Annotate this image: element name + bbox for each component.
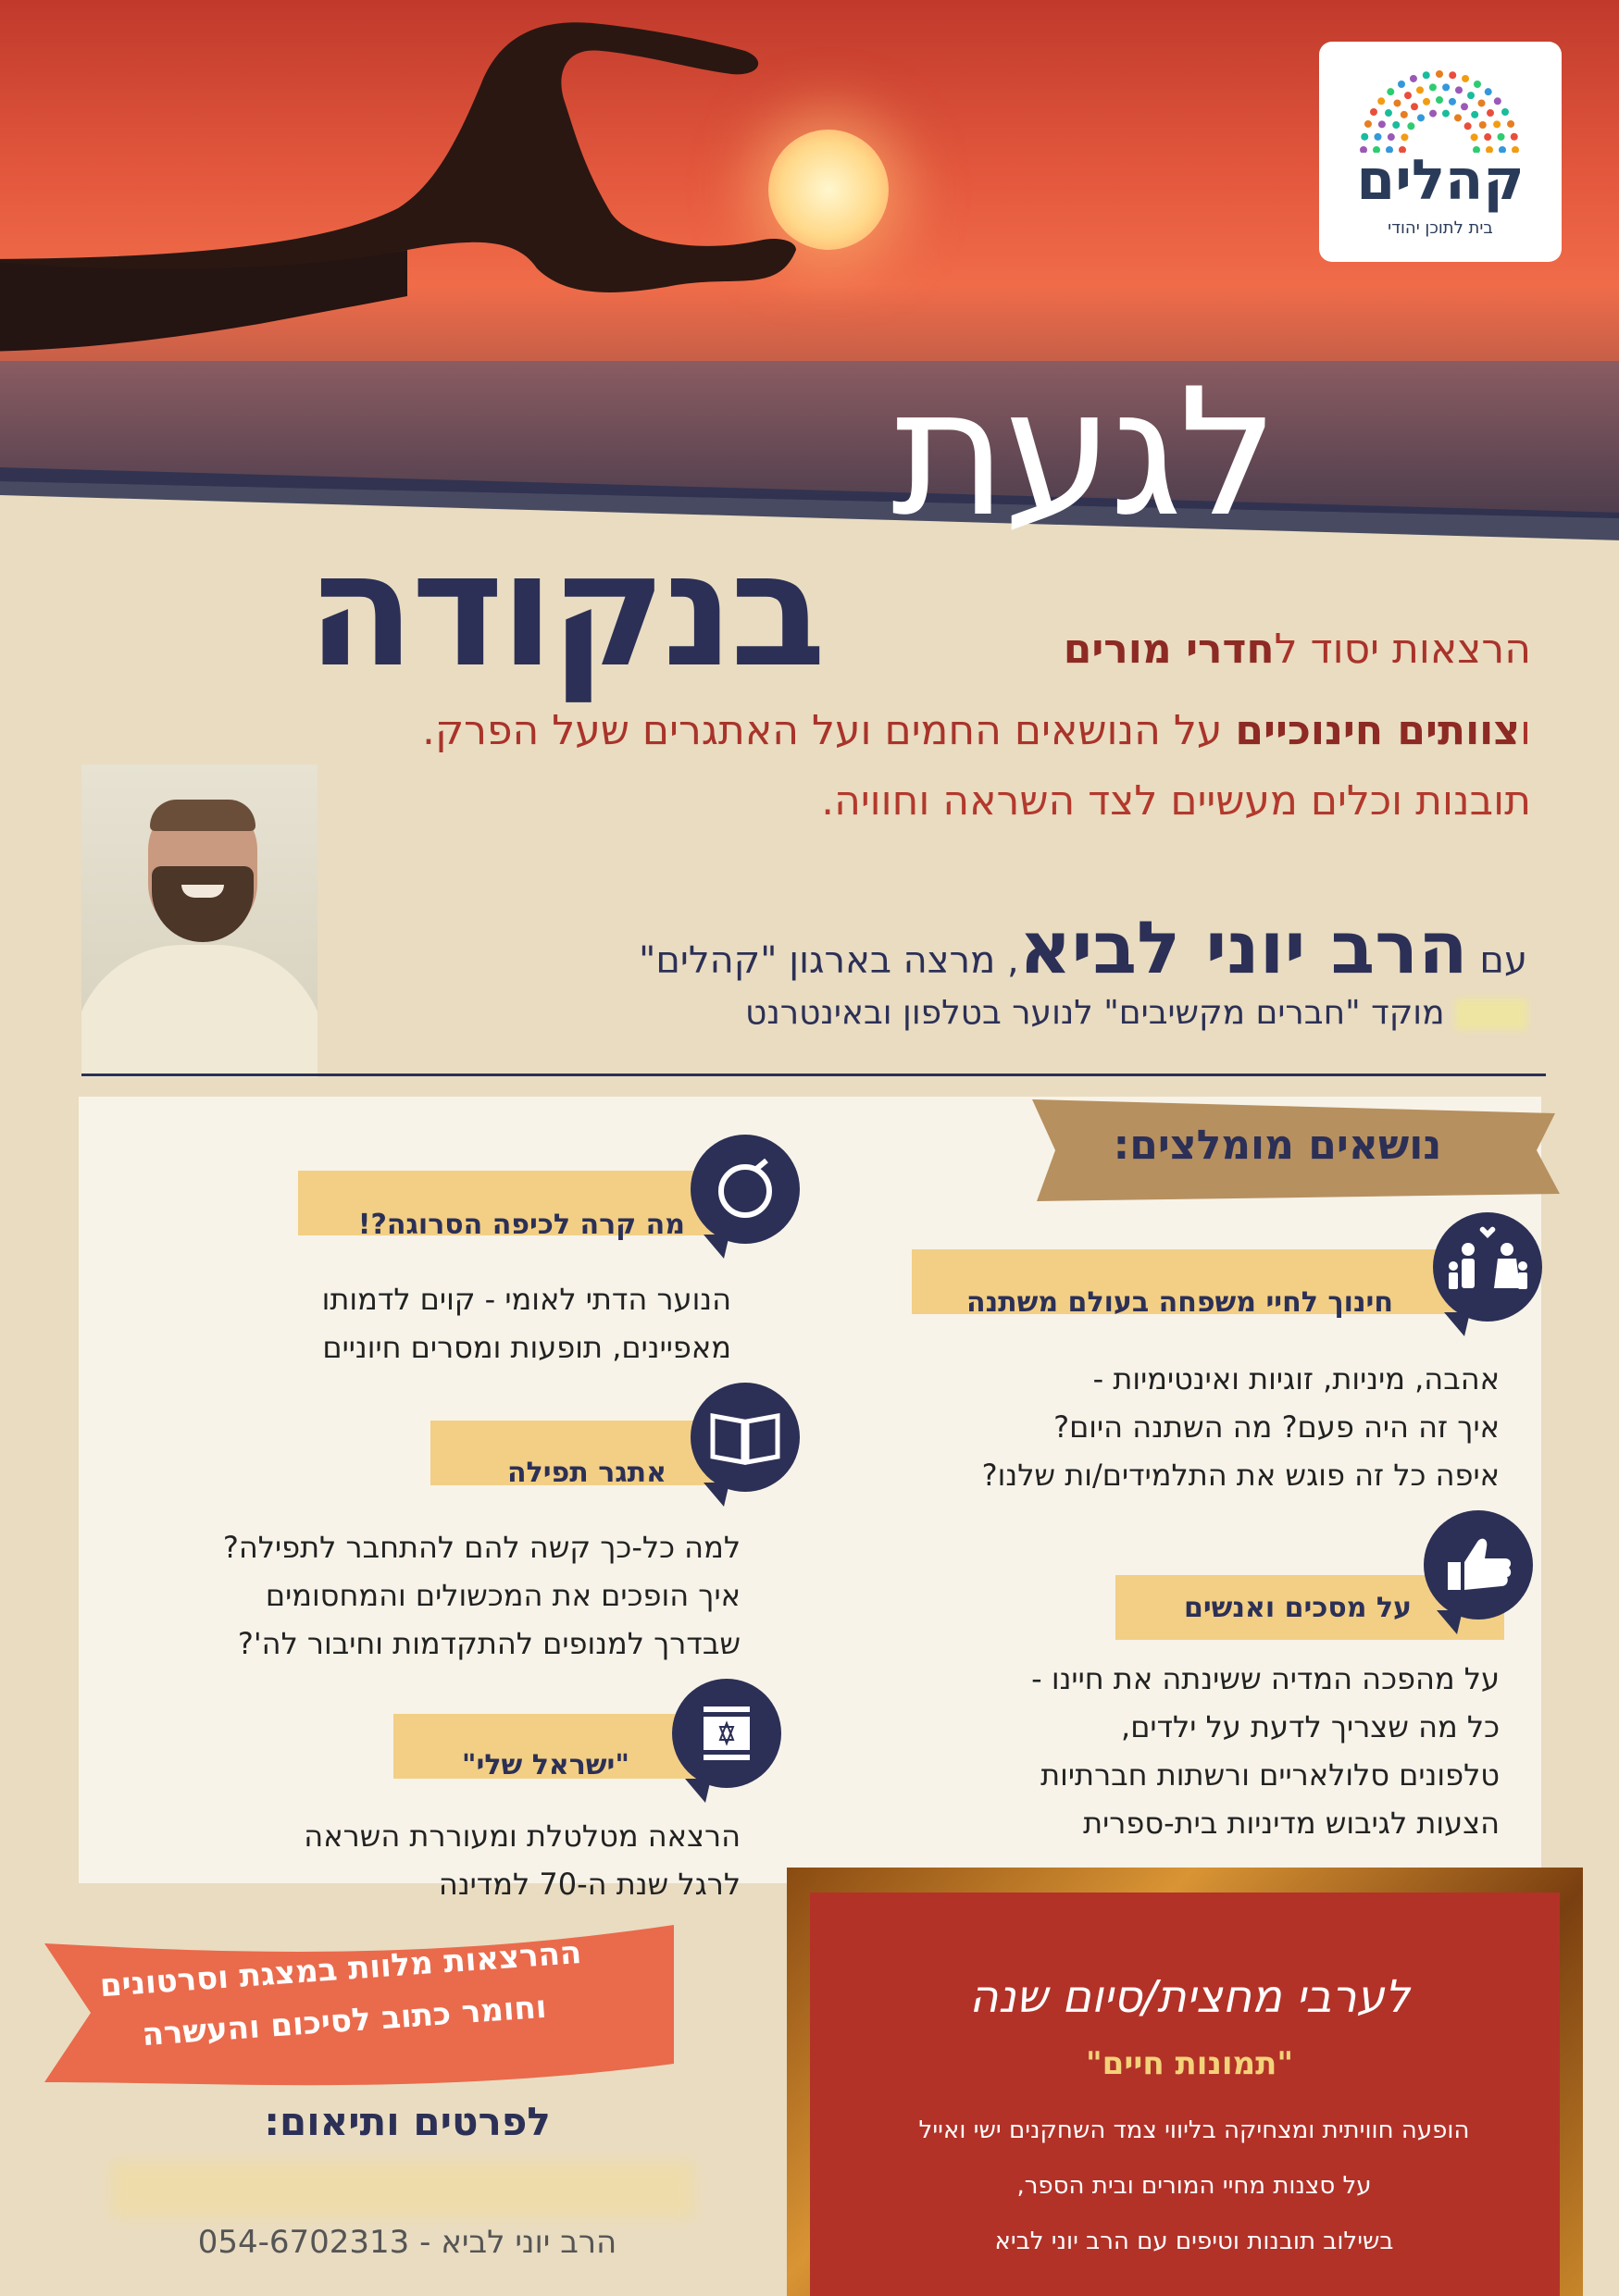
frame-title: לערבי מחצית/סיום שנה [969, 1971, 1410, 2023]
frame-line: הופעה חוויתית ומצחיקה בליווי צמד השחקנים ישי ואייל [918, 2116, 1470, 2144]
logo-dot [1393, 99, 1401, 106]
topic-title: "ישראל שלי" [461, 1749, 629, 1781]
speaker-org: מוקד "חברים מקשיבים" לנוער בטלפון ובאינטרנט [745, 994, 1445, 1032]
intro-line1 [1064, 622, 1531, 677]
logo-dot [1361, 133, 1368, 141]
logo-dot [1410, 75, 1417, 82]
topic-desc-line: טלפונים סלולאריים ורשתות חברתיות [1040, 1757, 1500, 1793]
logo-dot [1436, 70, 1443, 78]
logo-name: קהלים [1356, 148, 1525, 213]
contact-phone[interactable]: הרב יוני לביא - 054-6702313 [197, 2224, 617, 2261]
logo-dot [1392, 121, 1400, 129]
logo-dot [1429, 83, 1437, 91]
logo-dot [1429, 110, 1437, 118]
logo-dot [1442, 83, 1450, 91]
topic-desc-line: למה כל-כך קשה להם להתחבר לתפילה? [222, 1530, 741, 1565]
topic-desc-line: הרצאה מטלטלת ומעוררת השראה [304, 1818, 741, 1854]
logo-dot [1501, 108, 1509, 116]
intro-text: הרצאות יסוד ל [1274, 626, 1531, 673]
topic-desc-line: לרגל שנת ה-70 למדינה [438, 1867, 741, 1902]
title-line1: לגעת [890, 351, 1276, 555]
topic-title: על מסכים ואנשים [1183, 1592, 1412, 1624]
logo-dot [1455, 86, 1463, 93]
smile [181, 885, 224, 898]
logo-dot [1449, 71, 1456, 79]
speaker-photo [81, 764, 318, 1077]
topic-desc [130, 1812, 741, 1908]
divider-line [81, 1074, 1546, 1076]
speaker-role: , מרצה בארגון "קהלים" [638, 939, 1019, 982]
recommended-label: נושאים מומלצים: [1113, 1122, 1442, 1169]
speaker-line2 [745, 994, 1527, 1032]
redacted-contact [111, 2161, 694, 2218]
bubble-tail [704, 1483, 729, 1507]
logo-dot [1494, 97, 1501, 105]
intro-text: על הנושאים החמים ועל האתגרים שעל הפרק. [421, 707, 1236, 754]
logo-dot [1498, 133, 1505, 141]
logo-dot [1370, 108, 1377, 116]
topic-desc-line: הנוער הדתי לאומי - קוים לדמותו [321, 1282, 731, 1317]
frame-description [833, 2103, 1555, 2269]
logo-dot [1484, 133, 1491, 141]
logo-dot [1449, 98, 1456, 105]
topic-desc-line: על מהפכה המדיה ששינתה את חיינו - [1031, 1661, 1500, 1696]
logo-dot [1377, 97, 1385, 105]
logo-dot [1478, 99, 1486, 106]
frame-line: בשילוב תובנות וטיפים עם הרב יוני לביא [994, 2228, 1394, 2255]
speaker-name: הרב יוני לביא [1018, 907, 1468, 990]
logo-dot [1471, 111, 1478, 118]
logo-dot [1423, 98, 1430, 105]
topic-desc [130, 1523, 741, 1668]
logo-dot [1485, 88, 1492, 95]
logo-dot [1487, 109, 1494, 117]
israel-flag-icon [672, 1679, 781, 1788]
topic-desc [130, 1275, 731, 1371]
intro-line2 [422, 703, 1531, 759]
logo-dot [1436, 96, 1443, 104]
intro-highlight: צוותים חינוכיים [1235, 707, 1520, 754]
speaker-prefix: עם [1467, 939, 1527, 982]
topic-desc-line: שבדרך למנופים להתקדמות וחיבור לה'? [237, 1626, 741, 1661]
logo-dot [1387, 88, 1394, 95]
speaker-line1 [639, 907, 1527, 990]
topic-title: מה קרה לכיפה הסרוגה?! [357, 1209, 685, 1241]
logo-dot [1442, 110, 1450, 118]
logo-tagline: בית לתוכן יהודי [1388, 218, 1493, 238]
logo-dot [1462, 75, 1469, 82]
topic-desc-line: מאפיינים, תופעות ומסרים חיוניים [322, 1330, 731, 1365]
shirt [81, 945, 318, 1077]
topic-desc-line: איפה כל זה פוגש את התלמידים/ות שלנו? [981, 1458, 1500, 1493]
logo-dot [1385, 109, 1392, 117]
bubble-tail [1444, 1312, 1470, 1336]
logo-dot [1404, 92, 1412, 99]
topic-desc-line: איך הופכים את המכשולים והמחסומים [265, 1578, 741, 1613]
logo-dots-icon [1351, 65, 1527, 153]
logo-dot [1461, 103, 1468, 110]
logo-dot [1423, 71, 1430, 79]
logo-dot [1374, 133, 1381, 141]
intro-line3: תובנות וכלים מעשיים לצד השראה וחוויה. [821, 777, 1531, 825]
logo-dot [1479, 121, 1487, 129]
topic-title: אתגר תפילה [506, 1457, 666, 1489]
logo-dot [1493, 120, 1501, 128]
logo-dot [1398, 81, 1405, 88]
logo-dot [1467, 92, 1475, 99]
topic-desc-line: הצעות לגיבוש מדיניות בית-ספרית [1083, 1806, 1500, 1841]
beard [152, 866, 254, 942]
ribbon-line: וחומר כתוב לסיכום והעשרה [141, 1988, 548, 2054]
logo-dot [1511, 133, 1518, 141]
logo-dot [1407, 122, 1414, 130]
logo-dot [1401, 111, 1408, 118]
topic-desc [833, 1655, 1500, 1847]
book-icon [691, 1383, 800, 1492]
logo-dot [1417, 114, 1425, 121]
logo-dot [1378, 120, 1386, 128]
hair [150, 800, 255, 831]
topic-desc-line: איך זה היה פעם? מה השתנה היום? [1053, 1409, 1500, 1445]
topic-desc [833, 1355, 1500, 1499]
kippah-icon [691, 1135, 800, 1244]
logo-dot [1364, 120, 1372, 128]
topic-title: חינוך לחיי משפחה בעולם משתנה [965, 1286, 1393, 1319]
logo-dot [1411, 103, 1418, 110]
ribbon-line: ההרצאות מלוות במצגת וסרטונים [98, 1933, 583, 2005]
logo-dot [1388, 133, 1395, 141]
logo-dot [1471, 133, 1478, 141]
bubble-tail [704, 1235, 729, 1259]
logo-dot [1464, 122, 1472, 130]
logo-dot [1507, 120, 1514, 128]
logo-dot [1401, 133, 1408, 141]
title-line2: בנקודה [306, 519, 823, 702]
family-icon [1433, 1212, 1542, 1322]
logo-dot [1454, 114, 1462, 121]
logo-dot [1416, 86, 1424, 93]
thumbs-up-icon [1424, 1510, 1533, 1620]
frame-subtitle: "תמונות חיים" [1085, 2045, 1294, 2082]
intro-highlight: חדרי מורים [1063, 626, 1275, 673]
bubble-tail [1437, 1610, 1463, 1634]
redacted-text [1455, 999, 1527, 1030]
intro-text: ו [1520, 707, 1531, 754]
contact-title: לפרטים ותיאום: [264, 2099, 551, 2144]
topic-desc-line: כל מה שצריך לדעת על ילדים, [1121, 1709, 1500, 1744]
topic-desc-line: אהבה, מיניות, זוגיות ואינטימיות - [1092, 1361, 1500, 1396]
bubble-tail [685, 1779, 711, 1803]
logo-dot [1474, 81, 1481, 88]
frame-line: על סצנות מחיי המורים ובית הספר, [1016, 2172, 1372, 2200]
